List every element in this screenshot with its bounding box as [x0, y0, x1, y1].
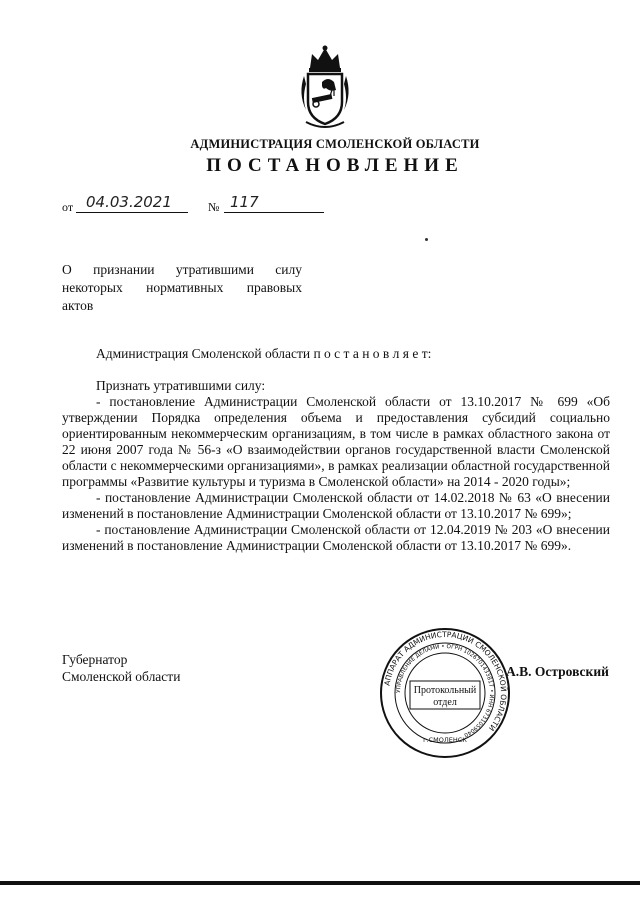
scan-speck [425, 238, 428, 241]
seal-outer-text: АППАРАТ АДМИНИСТРАЦИИ СМОЛЕНСКОЙ ОБЛАСТИ [382, 629, 509, 733]
seal-center-line-2: отдел [433, 697, 457, 708]
doc-type-title: ПОСТАНОВЛЕНИЕ [206, 155, 464, 176]
signatory-name: А.В. Островский [506, 664, 609, 679]
seal-city: г.СМОЛЕНСК [423, 736, 467, 744]
official-seal-stamp [378, 626, 512, 760]
body-item-2: - постановление Администрации Смоленской области от 14.02.2018 № 63 «О внесении изменений в постановление Администрации Смоленской области от 13.10.2017 № 699»; [62, 490, 610, 521]
position-line: Смоленской области [62, 669, 181, 684]
date-field [76, 193, 188, 213]
resolution-body [62, 378, 610, 554]
seal-center-line-1: Протокольный [413, 685, 477, 696]
subject-line: актов [62, 298, 94, 313]
org-title: АДМИНИСТРАЦИЯ СМОЛЕНСКОЙ ОБЛАСТИ [190, 137, 480, 151]
bottom-page-edge [0, 881, 640, 885]
position-line: Губернатор [62, 652, 128, 667]
subject-line: О признании утратившими силу [62, 262, 302, 277]
body-intro: Признать утратившими силу: [96, 378, 266, 393]
preamble: Администрация Смоленской области п о с т а н о в л я е т: [96, 346, 432, 361]
number-field [224, 193, 324, 213]
number-prefix: № [208, 200, 220, 214]
body-item-3: - постановление Администрации Смоленской области от 12.04.2019 № 203 «О внесении изменений в постановление Администрации Смоленской области от 13.10.2017 № 699». [62, 522, 610, 553]
seal-middle-text: УПРАВЛЕНИЕ ДЕЛАМИ • ОГРН 1026701433817 • ИНН 6731059040 [395, 643, 495, 738]
body-item-1: - постановление Администрации Смоленской области от 13.10.2017 № 699 «Об утверждении Порядка определения объема и предоставления субсидий социально ориентированным некоммерческим организациям, в том числе в рамках областного закона от 22 июня 2007 года № 56-з «О взаимодействии органов государственной власти Смоленской области с некоммерческими организациями», в рамках реализации областной государственной программы «Развитие культуры и туризма в Смоленской области» на 2014 - 2020 годы»; [62, 394, 610, 489]
subject-block [62, 261, 302, 315]
date-number-line [62, 193, 332, 216]
date-prefix: от [62, 200, 74, 214]
number-handwritten: 117 [230, 193, 259, 211]
signatory-position [62, 651, 180, 685]
subject-line: некоторых нормативных правовых [62, 280, 302, 295]
date-handwritten: 04.03.2021 [86, 193, 172, 211]
coat-of-arms-icon [296, 44, 354, 130]
